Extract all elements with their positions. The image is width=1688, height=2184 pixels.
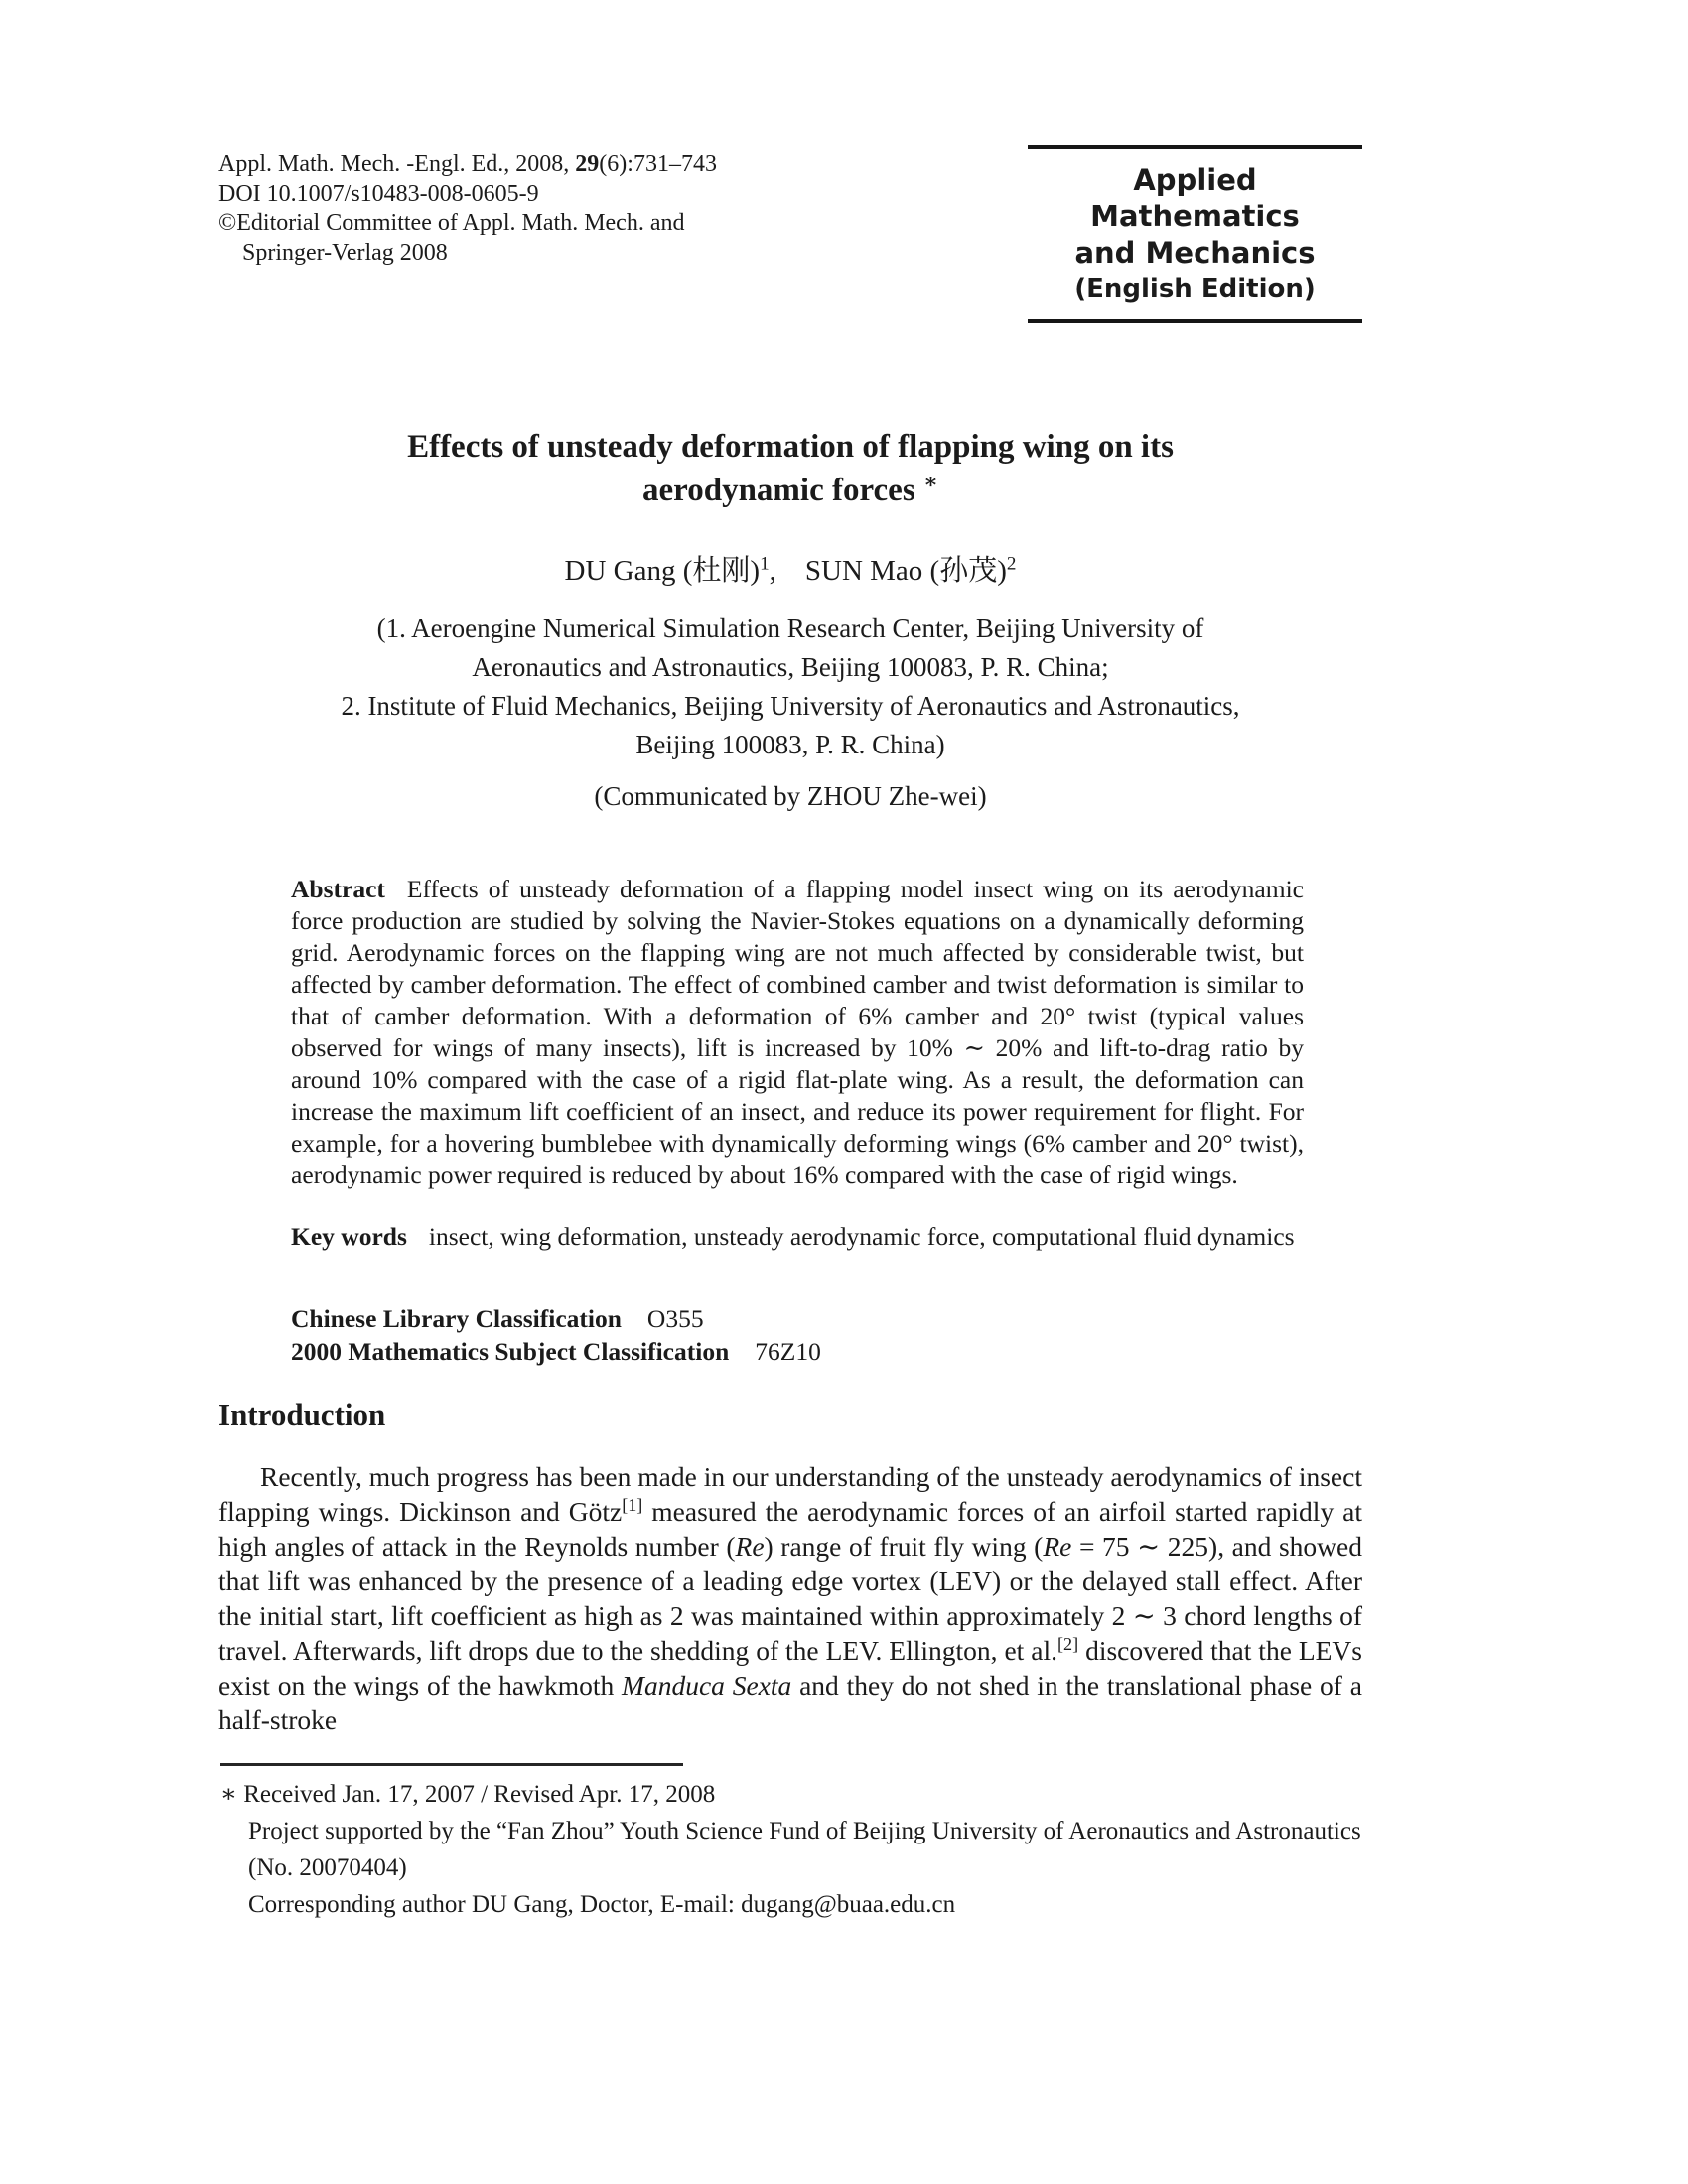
publisher-line: Springer-Verlag 2008 [242,240,448,266]
text-segment: , [769,555,805,587]
footnote-corresponding-line: Corresponding author DU Gang, Doctor, E-mail: dugang@buaa.edu.cn [248,1891,956,1918]
affiliation-line: Aeronautics and Astronautics, Beijing 100083, P. R. China; [472,652,1109,682]
text-segment: (6):731–743 [599,151,717,177]
text-segment: Recently, much progress has been made in our understanding of the unsteady aerodynamics of insect flapping wings. Dickinson and Götz [218,1461,1362,1527]
text-segment: and they do not shed in the translational phase of a half-stroke [218,1670,1362,1735]
text-segment: Appl. Math. Mech. -Engl. Ed., 2008, [218,151,576,177]
footnote-marker: ∗ [220,1781,237,1808]
affiliation-line: (1. Aeroengine Numerical Simulation Research Center, Beijing University of [376,614,1204,643]
footnote-received-line [220,1776,1362,1813]
introduction-heading: Introduction [218,1397,386,1432]
journal-citation-header [218,149,953,268]
affiliation-line: 2. Institute of Fluid Mechanics, Beijing University of Aeronautics and Astronautics, [341,691,1240,721]
footnote-project-line: Project supported by the “Fan Zhou” Youth Science Fund of Beijing University of Aeronautics and Astronautics (No. 20070404) [248,1818,1361,1881]
communicated-line: (Communicated by ZHOU Zhe-wei) [594,781,987,811]
footnote-received-text: Received Jan. 17, 2007 / Revised Apr. 17, 2008 [243,1781,716,1808]
text-segment: Manduca Sexta [622,1670,792,1701]
doi-line: DOI 10.1007/s10483-008-0605-9 [218,181,539,206]
affiliations-block [218,610,1362,764]
copyright-line: ©Editorial Committee of Appl. Math. Mech. and [218,210,685,236]
footnote-rule [220,1763,683,1766]
text-segment: Re [735,1531,765,1562]
paper-title-line2 [218,469,1362,512]
introduction-paragraph [218,1459,1362,1737]
text-segment: ) range of fruit fly wing ( [764,1531,1044,1562]
text-segment: Re [1043,1531,1072,1562]
text-segment: = 75 ∼ 225), and showed that lift was enhanced by the presence of a leading edge vortex (LEV) or the delayed stall effect. After the initial start, lift coefficient as high as 2 was maintained within approximately 2 ∼ 3 chord lengths of travel. Afterwards, lift drops due to the shedding of the LEV. Ellington, et al. [218,1531,1362,1666]
text-segment: SUN Mao (孙茂) [804,555,1007,587]
keywords-text: insect, wing deformation, unsteady aerodynamic force, computational fluid dynamics [428,1222,1295,1251]
affiliation-line: Beijing 100083, P. R. China) [635,730,945,759]
journal-name-line1: Applied Mathematics [1090,163,1300,233]
paper-title-line1: Effects of unsteady deformation of flapping wing on its [407,429,1174,465]
classification-value: O355 [646,1304,704,1333]
paper-title [218,425,1362,512]
journal-edition-line: (English Edition) [1074,274,1316,304]
text-segment: 2 [1006,553,1017,575]
text-segment: aerodynamic forces [642,473,923,508]
text-segment: 29 [575,151,600,177]
abstract-section [291,874,1304,1191]
journal-name-box [1028,145,1362,323]
citation-line [218,149,953,179]
text-segment: DU Gang (杜刚) [564,555,761,587]
text-segment: ∗ [922,470,938,493]
classification-value: 76Z10 [755,1337,821,1366]
text-segment: measured the aerodynamic forces of an airfoil started rapidly at high angles of attack in the Reynolds number ( [218,1496,1362,1562]
authors-line [218,552,1362,590]
text-segment: [2] [1056,1633,1079,1654]
abstract-label: Abstract [291,875,385,903]
keywords-label: Key words [291,1222,407,1251]
classification-row-msc [291,1335,1304,1368]
classification-label: 2000 Mathematics Subject Classification [291,1337,730,1366]
keywords-section [291,1221,1304,1253]
text-segment: [1] [622,1494,643,1515]
text-segment: discovered that the LEVs exist on the wings of the hawkmoth [218,1635,1362,1701]
journal-name-line2: and Mechanics [1074,236,1316,270]
classification-label: Chinese Library Classification [291,1304,622,1333]
footnote-block [220,1776,1362,1923]
classification-section [291,1302,1304,1368]
text-segment: 1 [760,553,770,575]
abstract-text: Effects of unsteady deformation of a flapping model insect wing on its aerodynamic force production are studied by solving the Navier-Stokes equations on a dynamically deforming grid. Aerodynamic forces on the flapping wing are not much affected by considerable twist, but affected by camber deformation. The effect of combined camber and twist deformation is similar to that of camber deformation. With a deformation of 6% camber and 20° twist (typical values observed for wings of many insects), lift is increased by 10% ∼ 20% and lift-to-drag ratio by around 10% compared with the case of a rigid flat-plate wing. As a result, the deformation can increase the maximum lift coefficient of an insect, and reduce its power requirement for flight. For example, for a hovering bumblebee with dynamically deforming wings (6% camber and 20° twist), aerodynamic power required is reduced by about 16% compared with the case of rigid wings. [291,875,1304,1189]
classification-row-chinese-library [291,1302,1304,1335]
